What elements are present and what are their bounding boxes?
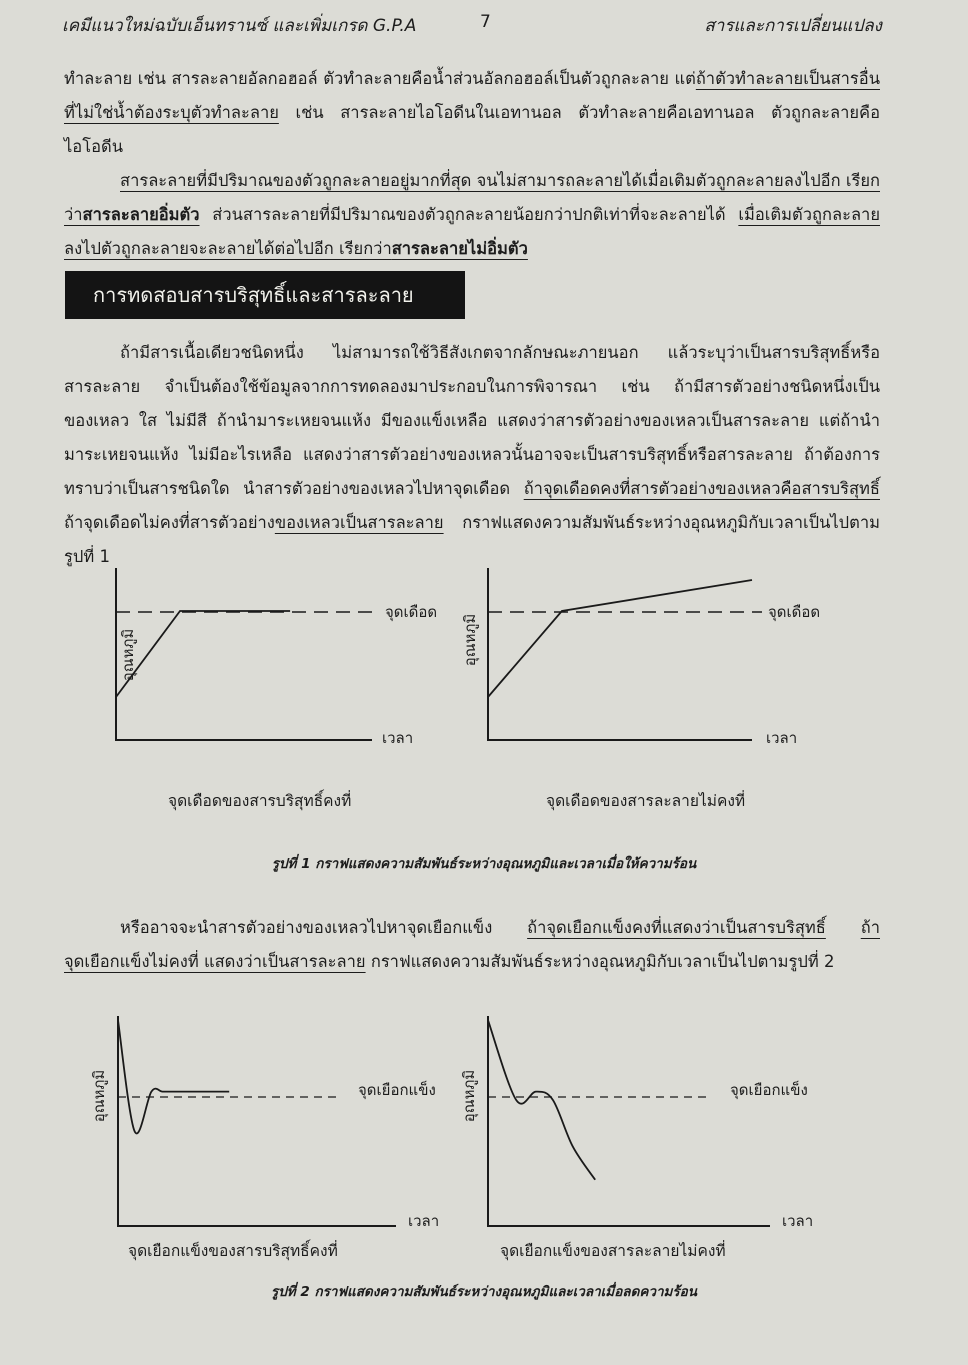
chart-freezing-solution xyxy=(460,1016,813,1230)
paragraph-boiling-test: ถ้ามีสารเนื้อเดียวชนิดหนึ่ง ไม่สามารถใช้วิธีสังเกตจากลักษณะภายนอก แล้วระบุว่าเป็นสารบริสุทธิ์หรือสารละลาย จำเป็นต้องใช้ข้อมูลจากการทดลองมาประกอบในการพิจารณา เช่น ถ้ามีสารตัวอย่างชนิดหนึ่งเป็นของเหลว ใส ไม่มีสี ถ้านำมาระเหยจนแห้ง มีของแข็งเหลือ แสดงว่าสารตัวอย่างของเหลวเป็นสารละลาย แต่ถ้านำมาระเหยจนแห้ง ไม่มีอะไรเหลือ แสดงว่าสารตัวอย่างของเหลวนั้นอาจจะเป็นสารบริสุทธิ์หรือสารละลาย ถ้าต้องการทราบว่าเป็นสารชนิดใด นำสารตัวอย่างของเหลวไปหาจุดเดือด ถ้าจุดเดือดคงที่สารตัวอย่างของเหลวคือสารบริสุทธิ์ ถ้าจุดเดือดไม่คงที่สารตัวอย่างของเหลวเป็นสารละลาย กราฟแสดงความสัมพันธ์ระหว่างอุณหภูมิกับเวลาเป็นไปตามรูปที่ 1 xyxy=(64,343,880,566)
paragraph-solvent: ทำละลาย เช่น สารละลายอัลกอฮอล์ ตัวทำละลายคือน้ำส่วนอัลกอฮอล์เป็นตัวถูกละลาย แต่ถ้าตัวทำละลายเป็นสารอื่นที่ไม่ใช่น้ำต้องระบุตัวทำละลาย เช่น สารละลายไอโอดีนในเอทานอล ตัวทำละลายคือเอทานอล ตัวถูกละลายคือ ไอโอดีน xyxy=(64,69,880,156)
header-chapter-title: สารและการเปลี่ยนแปลง xyxy=(704,16,882,36)
figure-2-graphs xyxy=(0,1008,968,1238)
ref-label: จุดเยือกแข็ง xyxy=(730,1081,808,1099)
temperature-curve xyxy=(118,1020,229,1133)
chart-boiling-pure xyxy=(116,568,437,747)
running-header xyxy=(62,12,882,40)
ref-label: จุดเดือด xyxy=(768,603,821,621)
y-axis-label: อุณหภูมิ xyxy=(461,613,479,667)
x-axis-label: เวลา xyxy=(766,729,798,747)
ref-label: จุดเยือกแข็ง xyxy=(358,1081,436,1099)
paragraph-saturated: สารละลายที่มีปริมาณของตัวถูกละลายอยู่มากที่สุด จนไม่สามารถละลายได้เมื่อเติมตัวถูกละลายลงไปอีก เรียกว่าสารละลายอิ่มตัว ส่วนสารละลายที่มีปริมาณของตัวถูกละลายน้อยกว่าปกติเท่าที่จะละลายได้ เมื่อเติมตัวถูกละลายลงไปตัวถูกละลายจะละลายได้ต่อไปอีก เรียกว่าสารละลายไม่อิ่มตัว xyxy=(64,171,880,258)
figure-1-graphs xyxy=(0,560,968,790)
axes xyxy=(488,1016,770,1226)
y-axis-label: อุณหภูมิ xyxy=(460,1069,478,1123)
header-book-title: เคมีแนวใหม่ฉบับเอ็นทรานซ์ และเพิ่มเกรด G.P.A xyxy=(62,16,417,36)
paragraph-freezing-test: หรืออาจจะนำสารตัวอย่างของเหลวไปหาจุดเยือกแข็ง ถ้าจุดเยือกแข็งคงที่แสดงว่าเป็นสารบริสุทธิ์ ถ้าจุดเยือกแข็งไม่คงที่ แสดงว่าเป็นสารละลาย กราฟแสดงความสัมพันธ์ระหว่างอุณหภูมิกับเวลาเป็นไปตามรูปที่ 2 xyxy=(64,918,880,971)
x-axis-label: เวลา xyxy=(408,1212,440,1230)
axes xyxy=(116,568,372,740)
page-number: 7 xyxy=(480,12,491,32)
section-heading: การทดสอบสารบริสุทธิ์และสารละลาย xyxy=(65,271,465,319)
ref-label: จุดเดือด xyxy=(385,603,438,621)
chart-freezing-pure xyxy=(90,1016,439,1230)
x-axis-label: เวลา xyxy=(382,729,414,747)
figure-2-right-subtitle: จุดเยือกแข็งของสารละลายไม่คงที่ xyxy=(500,1242,726,1260)
x-axis-label: เวลา xyxy=(782,1212,814,1230)
y-axis-label: อุณหภูมิ xyxy=(119,628,137,682)
figure-1-left-subtitle: จุดเดือดของสารบริสุทธิ์คงที่ xyxy=(168,792,352,810)
axes xyxy=(118,1016,396,1226)
figure-2-left-subtitle: จุดเยือกแข็งของสารบริสุทธิ์คงที่ xyxy=(128,1242,338,1260)
figure-1-caption: รูปที่ 1 กราฟแสดงความสัมพันธ์ระหว่างอุณหภูมิและเวลาเมื่อให้ความร้อน xyxy=(271,856,697,872)
temperature-curve xyxy=(488,1020,595,1180)
temperature-curve xyxy=(488,580,752,697)
figure-2-caption: รูปที่ 2 กราฟแสดงความสัมพันธ์ระหว่างอุณหภูมิและเวลาเมื่อลดความร้อน xyxy=(270,1284,698,1300)
figure-1-right-subtitle: จุดเดือดของสารละลายไม่คงที่ xyxy=(546,792,746,810)
y-axis-label: อุณหภูมิ xyxy=(90,1069,108,1123)
temperature-curve xyxy=(116,611,290,697)
chart-boiling-solution xyxy=(461,568,820,747)
axes xyxy=(488,568,752,740)
